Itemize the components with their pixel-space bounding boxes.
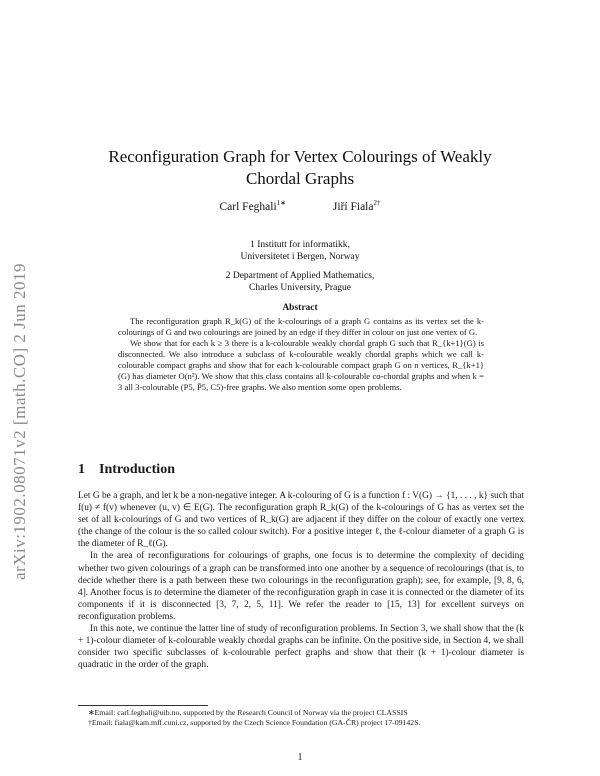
body-paragraph-2: In the area of reconfigurations for colourings of graphs, one focus is to determine the complexity of deciding whether two given colourings of a graph can be transformed into one another by a sequence of recolourings (that is, to decide whether there is a path between these two colourings in the reconfiguration graph); see, for example, [9, 8, 6, 4]. Another focus is to determine the diameter of the reconfiguration graph in case it is connected or the diameter of its components if it is disconnected [3, 7, 2, 5, 11]. We refer the reader to [15, 13] for excellent surveys on reconfiguration problems. [78, 551, 524, 622]
abstract-paragraph-1: The reconfiguration graph R_k(G) of the k-colourings of a graph G contains as its vertex set the k-colourings of G and two colourings are joined by an edge if they differ in colour on just one vertex of G. [118, 316, 484, 337]
title-line-2: Chordal Graphs [245, 169, 355, 188]
section-heading [78, 462, 175, 478]
section-title: Introduction [99, 462, 175, 477]
section-number: 1 [78, 462, 85, 477]
paper-title [60, 146, 540, 190]
footnotes [78, 708, 524, 727]
body-paragraph-1: Let G be a graph, and let k be a non-negative integer. A k-colouring of G is a function f : V(G) → {1, . . . , k} such that f(u) ≠ f(v) whenever (u, v) ∈ E(G). The reconfiguration graph R_k(G) of the k-colourings of G has as vertex set the set of all k-colourings of G and two vertices of R_k(G) are adjacent if they differ on the colour of exactly one vertex (the change of the colour is the so called colour switch). For a positive integer ℓ, the ℓ-colour diameter of a graph G is the diameter of R_ℓ(G). [78, 491, 524, 550]
author-2-name: Jiří Fiala [332, 200, 374, 213]
author-2-mark: 2† [373, 199, 381, 207]
author-1 [220, 201, 287, 213]
body-paragraph-3: In this note, we continue the latter line of study of reconfiguration problems. In Section 3, we shall show that the (k + 1)-colour diameter of k-colourable weakly chordal graphs can be infinite. On the positive side, in Section 4, we shall consider two specific subclasses of k-colourable perfect graphs and show that their (k + 1)-colour diameter is quadratic in the order of the graph. [78, 624, 524, 671]
abstract [118, 316, 484, 393]
affiliation-2-line-1: 2 Department of Applied Mathematics, [225, 271, 375, 281]
author-1-name: Carl Feghali [219, 200, 277, 213]
abstract-heading: Abstract [282, 303, 318, 313]
title-line-1: Reconfiguration Graph for Vertex Colourings of Weakly [108, 147, 492, 166]
abstract-paragraph-2: We show that for each k ≥ 3 there is a k-colourable weakly chordal graph G such that R_{k+1}(G) is disconnected. We also introduce a subclass of k-colourable weakly chordal graphs which we call k-colourable compact graphs and show that for each k-colourable compact graph G on n vertices, R_{k+1}(G) has diameter O(n²). We show that this class contains all k-colourable co-chordal graphs and when k = 3 all 3-colourable (P5, P̄5, C5)-free graphs. We also mention some open problems. [118, 338, 484, 392]
footnote-1: ∗Email: carl.feghali@uib.no, supported by the Research Council of Norway via the project CLASSIS [88, 708, 408, 717]
affiliation-2-line-2: Charles University, Prague [248, 283, 351, 293]
author-list [60, 199, 540, 213]
author-2 [333, 201, 381, 213]
page-number: 1 [297, 752, 303, 763]
affiliation-1 [60, 239, 540, 263]
arxiv-stamp: arXiv:1902.08071v2 [math.CO] 2 Jun 2019 [10, 263, 29, 580]
affiliation-1-line-1: 1 Institutt for informatikk, [250, 240, 350, 250]
footnote-2: †Email: fiala@kam.mff.cuni.cz, supported by the Czech Science Foundation (GA-ČR) project 17-09142S. [88, 717, 421, 727]
author-1-mark: 1∗ [276, 199, 287, 207]
affiliation-1-line-2: Universitetet i Bergen, Norway [240, 252, 360, 262]
footnote-rule [78, 705, 208, 706]
affiliation-2 [60, 270, 540, 294]
body-text [78, 490, 524, 671]
